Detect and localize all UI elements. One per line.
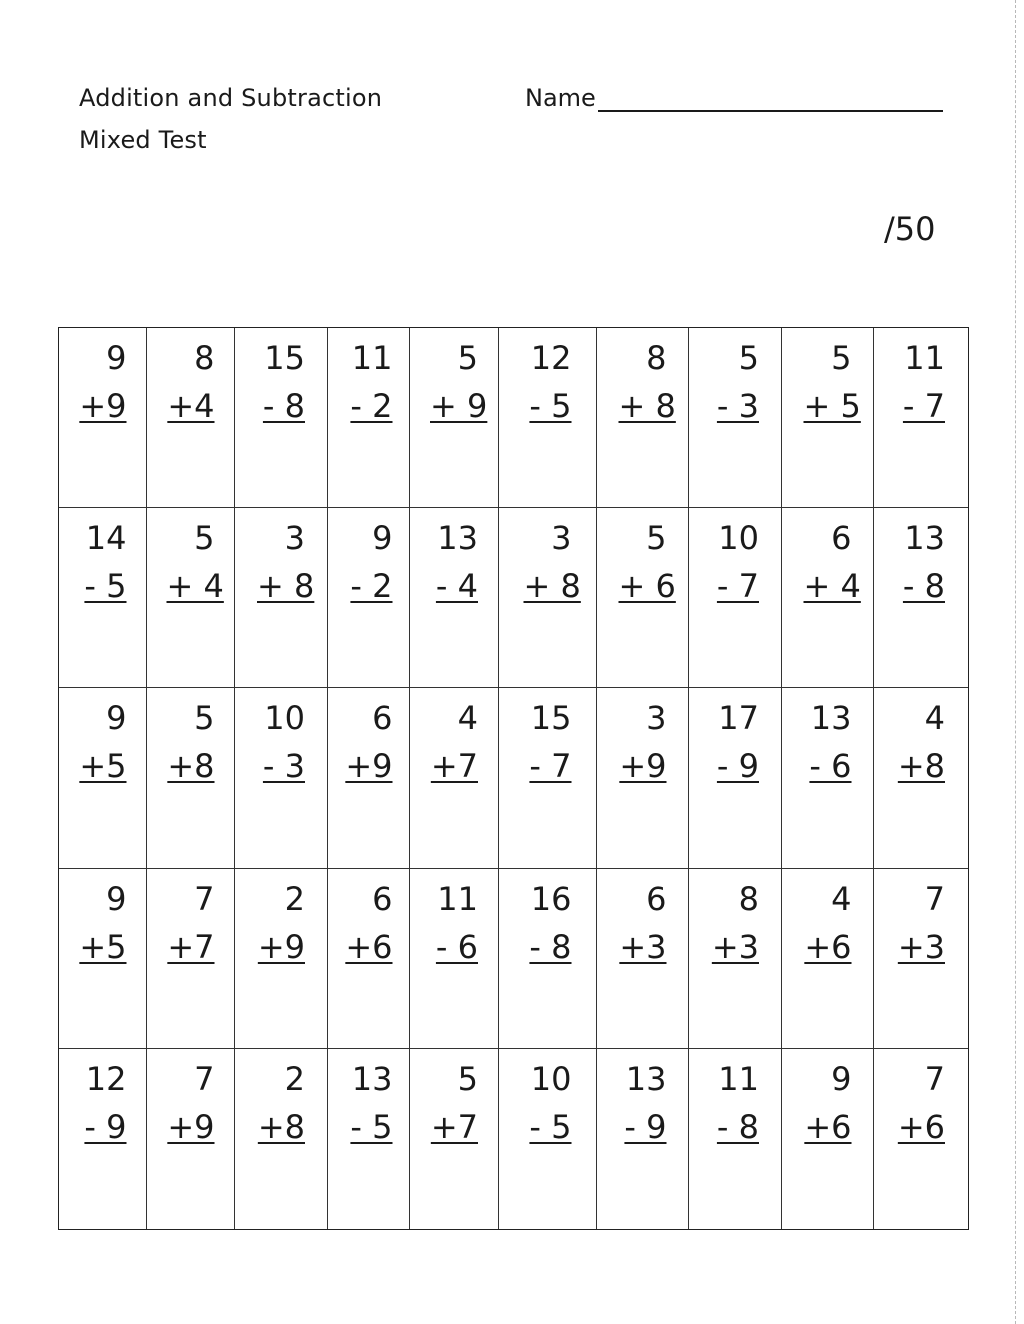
problem-cell[interactable] [328, 328, 410, 508]
problem-operator-number: +3 [711, 927, 759, 966]
problem-cell[interactable] [874, 869, 968, 1049]
problem-top-number: 4 [831, 879, 852, 918]
problem-operator-number: +8 [167, 747, 215, 786]
problem [59, 1055, 146, 1151]
problem-top-number: 10 [530, 1059, 572, 1098]
problem-cell[interactable] [689, 328, 782, 508]
problem-top-number: 8 [738, 879, 759, 918]
problem-cell[interactable] [59, 508, 147, 688]
problem-top-number: 9 [372, 519, 393, 558]
problem [328, 334, 409, 430]
problem-top-number: 4 [457, 699, 478, 738]
problem-top-number: 13 [351, 1059, 393, 1098]
problem-operator-number: +8 [257, 1107, 305, 1146]
problem-operator-number: +9 [167, 1107, 215, 1146]
problem [499, 334, 596, 430]
problem [782, 514, 873, 610]
problem [689, 514, 781, 610]
problem-cell[interactable] [782, 328, 874, 508]
problem-top-number: 10 [264, 699, 305, 738]
problem [499, 514, 596, 610]
problem [782, 875, 873, 971]
problem [59, 694, 146, 790]
problem-operator-number: - 8 [902, 567, 945, 606]
problem [410, 875, 498, 971]
problem-operator-number: + 6 [618, 567, 676, 606]
problem-cell[interactable] [59, 1049, 147, 1229]
problem [782, 694, 873, 790]
problem-operator-number: - 6 [435, 927, 478, 966]
problem-operator-number: +9 [345, 747, 393, 786]
problem [328, 875, 409, 971]
problem-cell[interactable] [410, 688, 499, 868]
problem-operator-number: - 2 [350, 387, 393, 425]
problem-top-number: 12 [85, 1059, 127, 1098]
problem [328, 694, 409, 790]
problem-top-number: 10 [718, 519, 759, 558]
problem-cell[interactable] [597, 328, 689, 508]
problem-top-number: 6 [372, 879, 393, 918]
problem-operator-number: - 7 [716, 567, 759, 606]
problem-top-number: 9 [106, 339, 127, 377]
problem-top-number: 15 [264, 339, 305, 377]
problem-top-number: 8 [194, 339, 215, 377]
problem-top-number: 13 [625, 1059, 667, 1098]
name-label: Name [525, 84, 596, 112]
problem-top-number: 6 [831, 519, 852, 558]
problem [235, 334, 327, 430]
problem-top-number: 6 [372, 699, 393, 738]
problem-operator-number: - 5 [529, 387, 572, 425]
problem-cell[interactable] [689, 1049, 782, 1229]
problem-operator-number: - 8 [529, 927, 572, 966]
problem-top-number: 9 [106, 699, 127, 738]
problem-operator-number: - 8 [262, 387, 305, 425]
problem-operator-number: - 9 [716, 747, 759, 786]
problem-cell[interactable] [689, 869, 782, 1049]
problem [410, 514, 498, 610]
problem [689, 875, 781, 971]
problem [235, 1055, 327, 1151]
problem [597, 334, 688, 430]
problem-top-number: 7 [924, 1059, 945, 1098]
score-total: /50 [884, 210, 936, 248]
problem-operator-number: + 9 [430, 387, 488, 425]
problem [328, 1055, 409, 1151]
problem-cell[interactable] [235, 869, 328, 1049]
problem-cell[interactable] [59, 688, 147, 868]
problem-top-number: 4 [924, 699, 945, 738]
problem [874, 875, 968, 971]
problem [235, 694, 327, 790]
name-field[interactable] [525, 84, 943, 112]
problem-top-number: 6 [646, 879, 667, 918]
problem-top-number: 5 [646, 519, 667, 558]
problem [874, 694, 968, 790]
problem-top-number: 2 [284, 879, 305, 918]
problem-cell[interactable] [147, 508, 235, 688]
problem [410, 334, 498, 430]
problem [689, 334, 781, 430]
problem [147, 334, 234, 430]
problem-operator-number: + 8 [618, 387, 676, 425]
problem-cell[interactable] [147, 1049, 235, 1229]
problem-cell[interactable] [147, 869, 235, 1049]
problem [782, 1055, 873, 1151]
problem [874, 1055, 968, 1151]
problem-cell[interactable] [59, 328, 147, 508]
problem-operator-number: + 4 [166, 567, 224, 606]
worksheet-title: Addition and Subtraction [79, 84, 383, 112]
problem-top-number: 2 [284, 1059, 305, 1098]
problem-cell[interactable] [874, 328, 968, 508]
problem-cell[interactable] [147, 328, 235, 508]
problem-cell[interactable] [235, 328, 328, 508]
problem [410, 1055, 498, 1151]
problem-cell[interactable] [410, 1049, 499, 1229]
problem-top-number: 7 [194, 879, 215, 918]
problem-top-number: 3 [551, 519, 572, 558]
problem-top-number: 8 [646, 339, 667, 377]
problem-operator-number: +7 [430, 1107, 478, 1146]
problem [874, 514, 968, 610]
name-blank-line[interactable] [598, 88, 943, 112]
problem-top-number: 15 [530, 699, 572, 738]
problem-cell[interactable] [235, 688, 328, 868]
problem-cell[interactable] [597, 508, 689, 688]
problem-top-number: 5 [738, 339, 759, 377]
problem-cell[interactable] [499, 328, 597, 508]
problem-top-number: 5 [457, 1059, 478, 1098]
problem-operator-number: +3 [619, 927, 667, 966]
problem-operator-number: - 6 [809, 747, 852, 786]
problem-cell[interactable] [874, 508, 968, 688]
problem-top-number: 9 [831, 1059, 852, 1098]
problem-operator-number: - 7 [529, 747, 572, 786]
problem-top-number: 11 [437, 879, 478, 918]
problem-operator-number: + 8 [257, 567, 315, 606]
problem-operator-number: - 8 [716, 1107, 759, 1146]
problem-operator-number: - 9 [624, 1107, 667, 1146]
problem [597, 1055, 688, 1151]
problem-operator-number: - 9 [84, 1107, 127, 1146]
problem-operator-number: +6 [897, 1107, 945, 1146]
problem-operator-number: +9 [619, 747, 667, 786]
problem-operator-number: - 5 [529, 1107, 572, 1146]
problem-top-number: 3 [284, 519, 305, 558]
problem-operator-number: +9 [79, 387, 127, 425]
problem-top-number: 9 [106, 879, 127, 918]
problem-cell[interactable] [328, 508, 410, 688]
problem-cell[interactable] [410, 328, 499, 508]
problem-cell[interactable] [782, 508, 874, 688]
problem-top-number: 7 [924, 879, 945, 918]
problem-cell[interactable] [597, 869, 689, 1049]
problem-operator-number: + 4 [803, 567, 861, 606]
problem-top-number: 13 [904, 519, 945, 558]
problem-cell[interactable] [328, 869, 410, 1049]
problem [782, 334, 873, 430]
problem-operator-number: + 5 [803, 387, 861, 425]
problem-top-number: 5 [194, 519, 215, 558]
problem-top-number: 13 [437, 519, 478, 558]
problem-top-number: 11 [718, 1059, 759, 1098]
problem-operator-number: +7 [430, 747, 478, 786]
problem-top-number: 16 [530, 879, 572, 918]
problem [147, 694, 234, 790]
problem-cell[interactable] [597, 688, 689, 868]
problem-top-number: 13 [810, 699, 852, 738]
problem [147, 1055, 234, 1151]
problem-top-number: 17 [718, 699, 759, 738]
problem-operator-number: - 5 [84, 567, 127, 606]
problem-operator-number: - 3 [716, 387, 759, 425]
problem-operator-number: - 5 [350, 1107, 393, 1146]
problem [874, 334, 968, 430]
problem-cell[interactable] [328, 688, 410, 868]
problem-operator-number: +6 [804, 1107, 852, 1146]
problem-operator-number: +8 [897, 747, 945, 786]
problem [597, 514, 688, 610]
problem [328, 514, 409, 610]
problem-cell[interactable] [499, 869, 597, 1049]
worksheet-subtitle: Mixed Test [79, 126, 207, 154]
problem [597, 694, 688, 790]
problem-cell[interactable] [59, 869, 147, 1049]
problem-operator-number: - 2 [350, 567, 393, 606]
problem-operator-number: + 8 [523, 567, 581, 606]
problem-operator-number: +5 [79, 927, 127, 966]
problem [59, 875, 146, 971]
problem-operator-number: +9 [257, 927, 305, 966]
problem [235, 875, 327, 971]
problem-top-number: 5 [831, 339, 852, 377]
problem-operator-number: +6 [804, 927, 852, 966]
problem-cell[interactable] [499, 508, 597, 688]
problem [689, 1055, 781, 1151]
problem-cell[interactable] [782, 1049, 874, 1229]
problem [59, 514, 146, 610]
problem-cell[interactable] [410, 869, 499, 1049]
problem-operator-number: - 3 [262, 747, 305, 786]
problem-top-number: 11 [904, 339, 945, 377]
problem [235, 514, 327, 610]
problem [499, 875, 596, 971]
problem-top-number: 5 [457, 339, 478, 377]
problem-operator-number: +4 [167, 387, 215, 425]
problem-cell[interactable] [235, 508, 328, 688]
problem-cell[interactable] [597, 1049, 689, 1229]
problem-operator-number: - 4 [435, 567, 478, 606]
problem-cell[interactable] [410, 508, 499, 688]
problem-operator-number: +5 [79, 747, 127, 786]
problem-cell[interactable] [689, 688, 782, 868]
problem-cell[interactable] [874, 688, 968, 868]
problem-top-number: 7 [194, 1059, 215, 1098]
problem-operator-number: +7 [167, 927, 215, 966]
problem-top-number: 5 [194, 699, 215, 738]
problem-top-number: 14 [85, 519, 127, 558]
problem-cell[interactable] [147, 688, 235, 868]
problem-cell[interactable] [782, 869, 874, 1049]
problem [689, 694, 781, 790]
problem-top-number: 11 [351, 339, 393, 377]
problem-cell[interactable] [874, 1049, 968, 1229]
scan-edge-line [1014, 0, 1016, 1324]
problem-operator-number: +6 [345, 927, 393, 966]
problem-operator-number: - 7 [902, 387, 945, 425]
problem-grid [58, 327, 969, 1230]
problem [499, 1055, 596, 1151]
problem-cell[interactable] [328, 1049, 410, 1229]
problem-cell[interactable] [782, 688, 874, 868]
problem-top-number: 12 [530, 339, 572, 377]
problem-cell[interactable] [689, 508, 782, 688]
problem [147, 875, 234, 971]
problem [410, 694, 498, 790]
problem-cell[interactable] [499, 1049, 597, 1229]
problem [499, 694, 596, 790]
problem [597, 875, 688, 971]
problem-cell[interactable] [235, 1049, 328, 1229]
problem [59, 334, 146, 430]
problem-cell[interactable] [499, 688, 597, 868]
problem [147, 514, 234, 610]
problem-operator-number: +3 [897, 927, 945, 966]
problem-top-number: 3 [646, 699, 667, 738]
